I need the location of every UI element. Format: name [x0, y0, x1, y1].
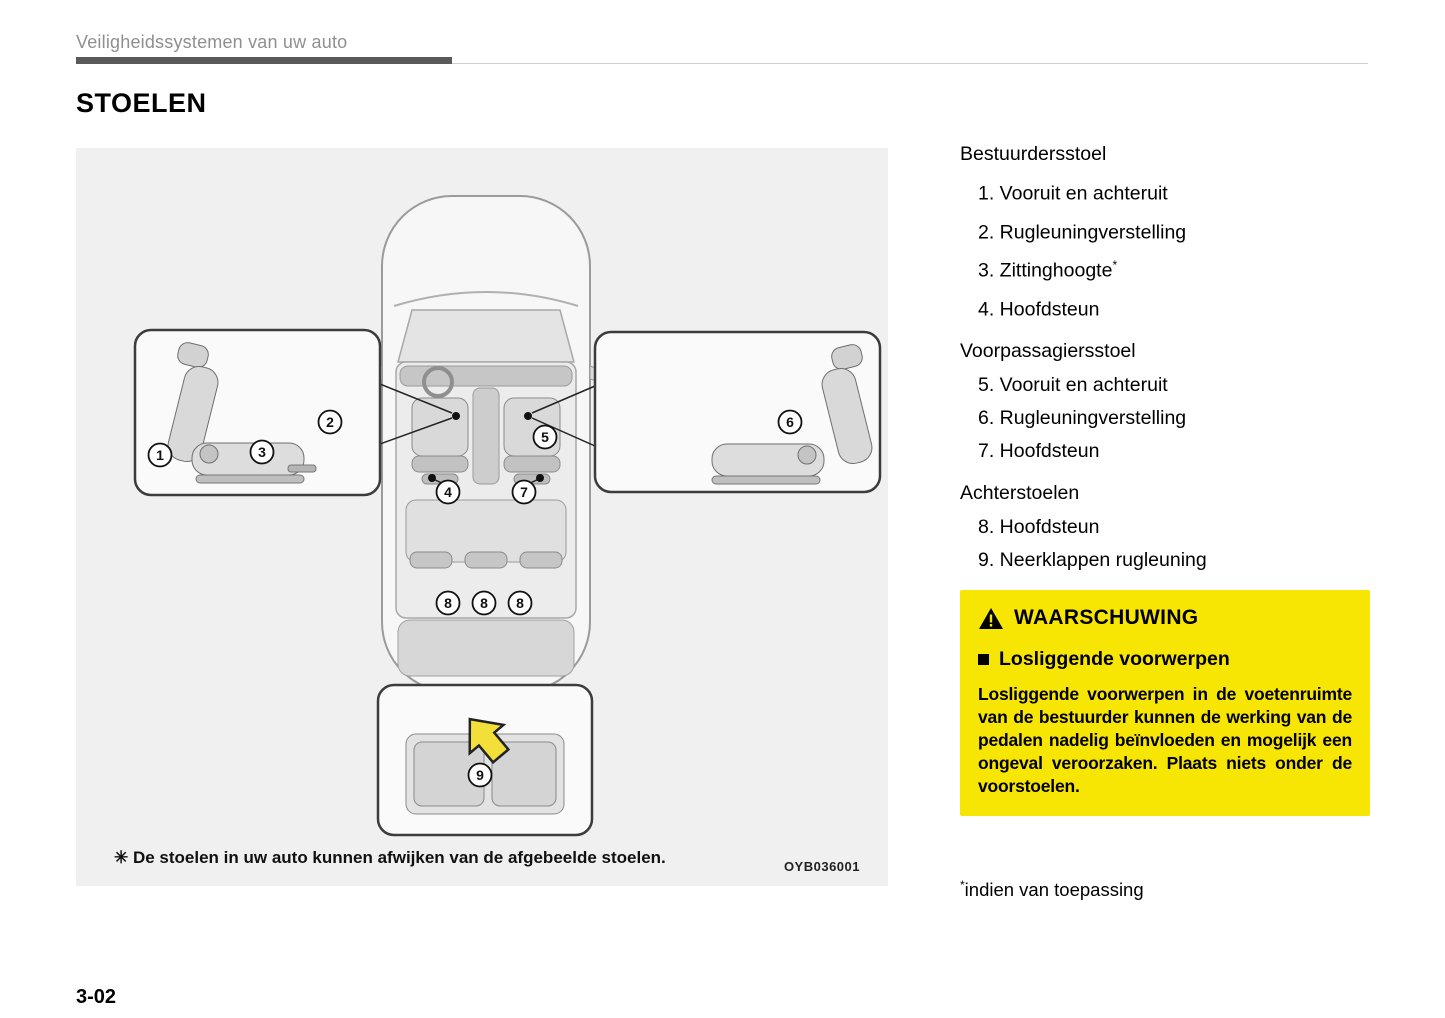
- item-text: 7. Hoofdsteun: [978, 440, 1100, 462]
- header-underline-bar: [76, 57, 452, 64]
- warning-box: [960, 590, 1370, 816]
- svg-text:3: 3: [258, 444, 266, 460]
- passenger-seat-inset: [595, 332, 880, 492]
- item-text: 4. Hoofdsteun: [978, 298, 1100, 320]
- center-console: [473, 388, 499, 484]
- callout-1: [149, 444, 172, 467]
- item-text: 6. Rugleuningverstelling: [978, 407, 1187, 429]
- section-passenger-seat: [960, 339, 1370, 463]
- callout-8c: [509, 592, 532, 615]
- driver-seat-top: [412, 398, 468, 484]
- svg-text:8: 8: [480, 595, 488, 611]
- seat-controls-list: [960, 142, 1370, 901]
- rear-deck: [398, 620, 574, 676]
- item-footnote-mark: *: [1112, 258, 1118, 272]
- warning-title-row: [978, 606, 1352, 630]
- windshield: [398, 310, 574, 362]
- page-number: 3-02: [76, 986, 117, 1008]
- figure-caption: ✳ De stoelen in uw auto kunnen afwijken van de afgebeelde stoelen.: [114, 848, 666, 867]
- svg-text:7: 7: [520, 484, 528, 500]
- recline-dial: [798, 446, 816, 464]
- item-text: 3. Zittinghoogte: [978, 259, 1113, 282]
- svg-text:2: 2: [326, 414, 334, 430]
- warning-title: WAARSCHUWING: [1014, 606, 1199, 629]
- callout-6: [779, 411, 802, 434]
- car-top-view: [365, 196, 607, 692]
- callout-9: [469, 764, 492, 787]
- recline-dial: [200, 445, 218, 463]
- warning-subtitle: Losliggende voorwerpen: [999, 648, 1230, 670]
- warning-body: Losliggende voorwerpen in de voetenruimte van de bestuurder kunnen de werking van de pedalen nadelig beïnvloeden en mogelijk een ongeval veroorzaken. Plaats niets onder de voorstoelen.: [978, 684, 1352, 796]
- callout-8a: [437, 592, 460, 615]
- seat-rail: [196, 475, 304, 483]
- svg-text:5: 5: [541, 429, 549, 445]
- item-text: 9. Neerklappen rugleuning: [978, 549, 1207, 571]
- list-item: [978, 215, 1370, 245]
- callout-2: [319, 411, 342, 434]
- page-title: STOELEN: [76, 88, 207, 118]
- footnote-text: indien van toepassing: [964, 879, 1144, 901]
- list-item: [978, 292, 1370, 322]
- seat-rail: [712, 476, 820, 484]
- list-item: [978, 548, 1370, 572]
- list-item: [978, 373, 1370, 397]
- svg-text:9: 9: [476, 767, 484, 783]
- section-driver-seat: [960, 142, 1370, 321]
- svg-text:1: 1: [156, 447, 164, 463]
- breadcrumb: Veiligheidssystemen van uw auto: [76, 32, 348, 52]
- slide-lever: [288, 465, 316, 472]
- warning-subtitle-row: [978, 648, 1352, 671]
- warning-triangle-icon: [978, 607, 1004, 630]
- svg-text:6: 6: [786, 414, 794, 430]
- list-item: [978, 515, 1370, 539]
- seat-diagram-figure: [76, 148, 888, 886]
- list-item: [978, 253, 1370, 283]
- footnote: [960, 878, 1370, 901]
- list-item: [978, 176, 1370, 206]
- footnote-mark: *: [960, 878, 965, 892]
- seat-diagram-illustration: [76, 148, 888, 886]
- callout-5: [534, 426, 557, 449]
- square-bullet-icon: [978, 654, 989, 665]
- svg-text:8: 8: [516, 595, 524, 611]
- section-rear-seats: [960, 481, 1370, 572]
- list-item: [978, 439, 1370, 463]
- item-text: 2. Rugleuningverstelling: [978, 221, 1187, 243]
- list-item: [978, 406, 1370, 430]
- driver-seat-inset: [135, 330, 380, 495]
- section-heading: Achterstoelen: [960, 482, 1080, 504]
- callout-8b: [473, 592, 496, 615]
- svg-text:8: 8: [444, 595, 452, 611]
- section-heading: Voorpassagiersstoel: [960, 340, 1136, 362]
- item-text: 1. Vooruit en achteruit: [978, 182, 1168, 205]
- rear-seat-fold-inset: [378, 685, 592, 835]
- callout-7: [513, 481, 536, 504]
- callout-4: [437, 481, 460, 504]
- rear-bench-top: [406, 500, 566, 568]
- callout-3: [251, 441, 274, 464]
- section-heading: Bestuurdersstoel: [960, 143, 1107, 165]
- figure-image-code: OYB036001: [783, 859, 860, 874]
- item-text: 8. Hoofdsteun: [978, 516, 1100, 538]
- svg-text:4: 4: [444, 484, 452, 500]
- item-text: 5. Vooruit en achteruit: [978, 374, 1168, 396]
